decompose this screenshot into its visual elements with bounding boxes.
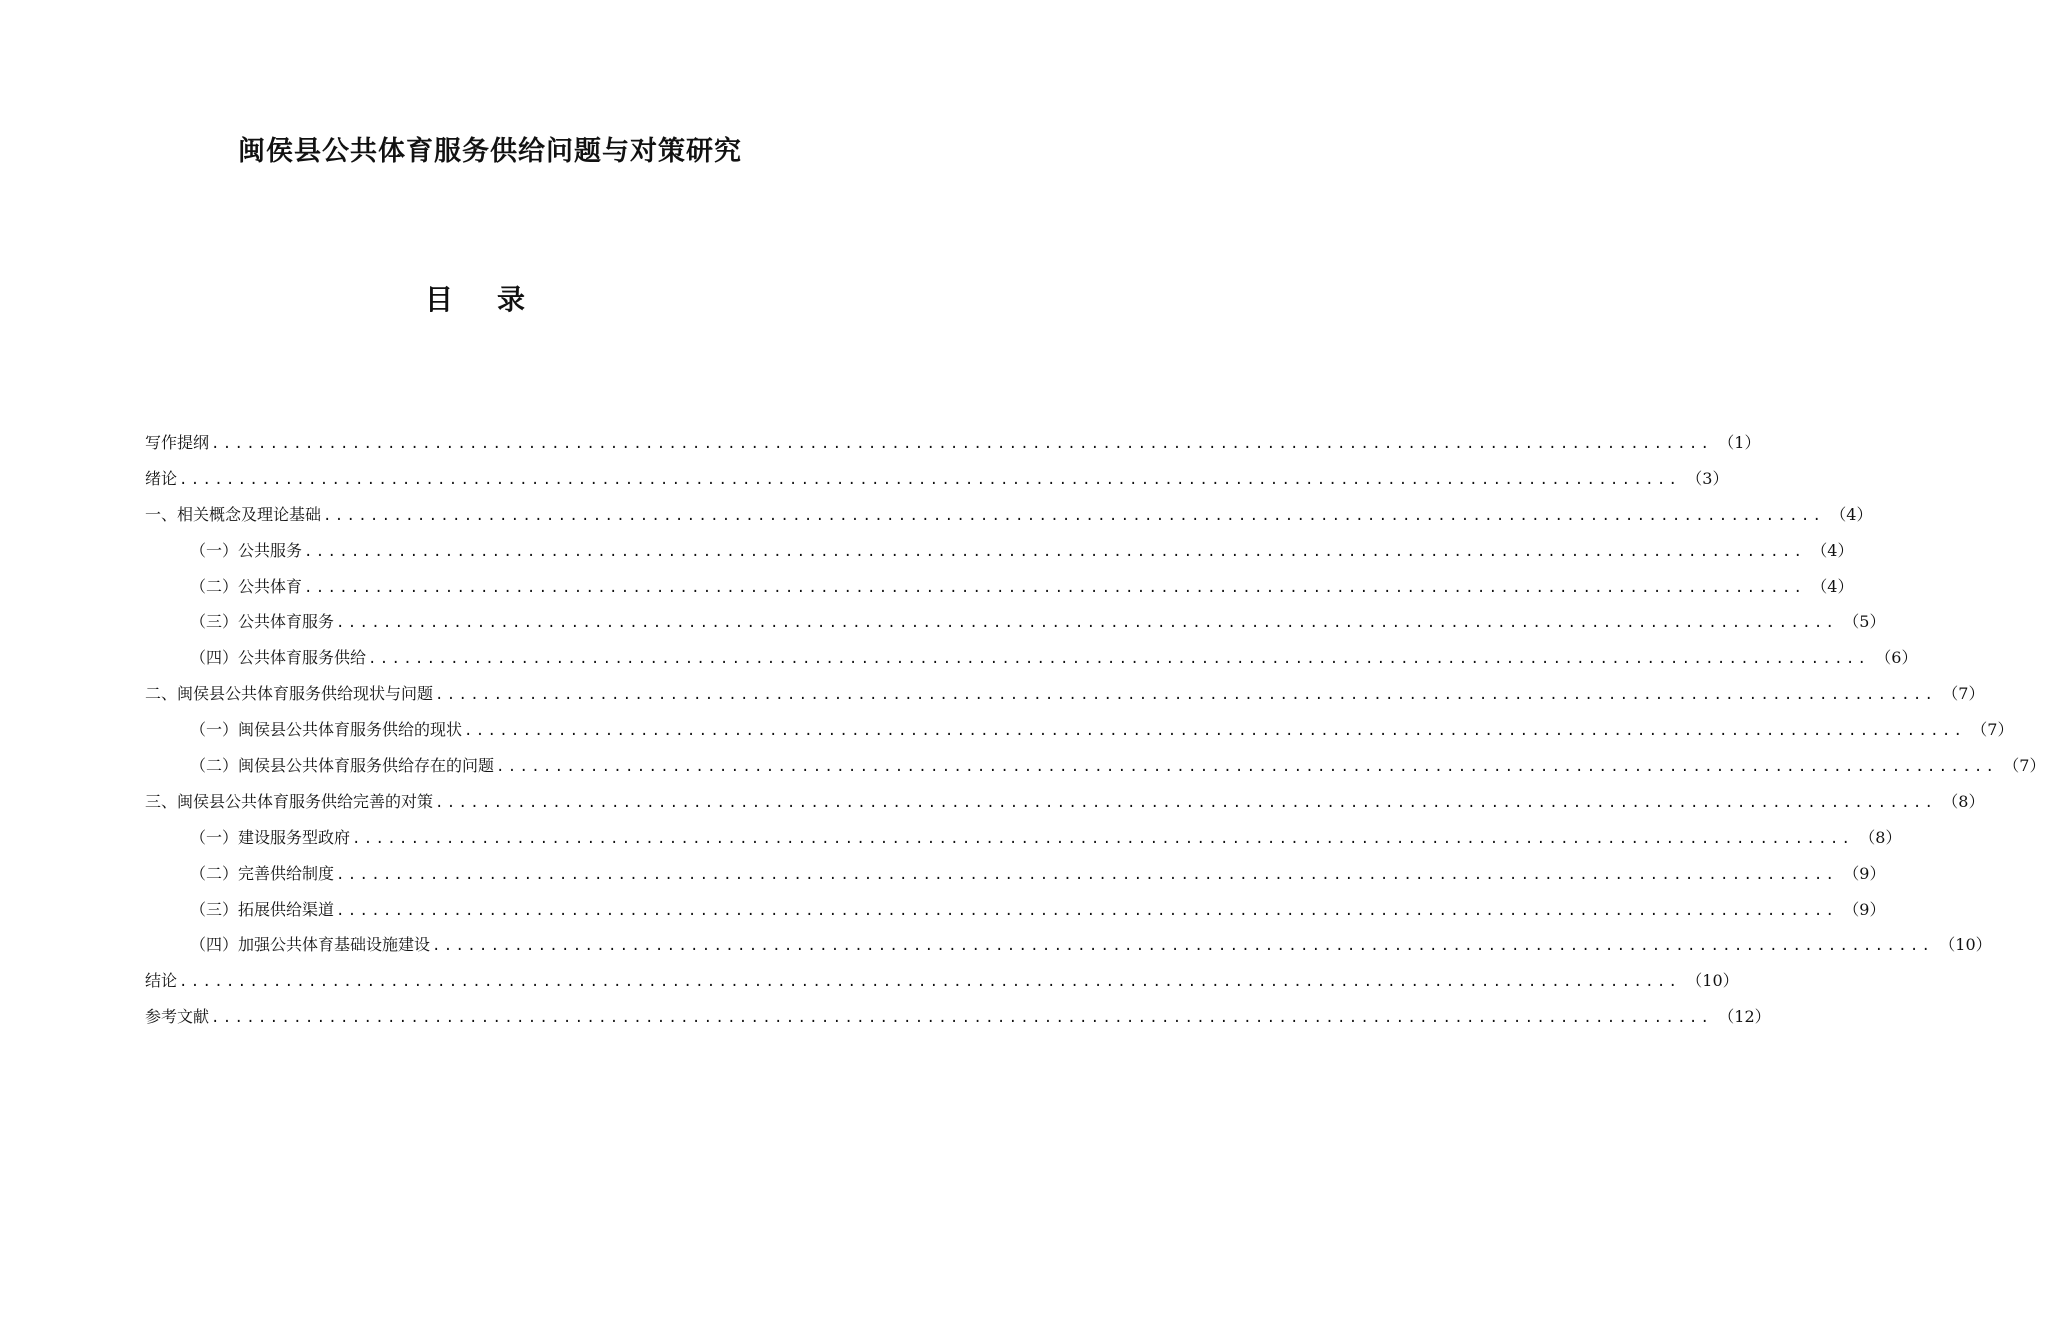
toc-page-number: （3） bbox=[1686, 468, 1729, 488]
toc-dot-leader: ................................................................................................................................ bbox=[211, 436, 1713, 452]
toc-entry-label: （二）闽侯县公共体育服务供给存在的问题 bbox=[190, 756, 495, 776]
toc-entry[interactable] bbox=[145, 574, 1854, 610]
toc-entry-label: （二）公共体育 bbox=[190, 576, 303, 596]
toc-page-number: （8） bbox=[1859, 827, 1902, 847]
toc-dot-leader: ................................................................................................................................ bbox=[336, 615, 1838, 632]
toc-dot-leader: ................................................................................................................................ bbox=[435, 794, 1937, 811]
toc-dot-leader: ................................................................................................................................ bbox=[368, 651, 1870, 668]
toc-page-number: （5） bbox=[1843, 612, 1886, 632]
toc-page-number: （1） bbox=[1718, 433, 1761, 452]
toc-dot-leader: ................................................................................................................................ bbox=[323, 507, 1825, 524]
toc-entry[interactable] bbox=[145, 645, 1918, 681]
toc-entry[interactable] bbox=[145, 789, 1985, 825]
toc-page-number: （12） bbox=[1718, 1007, 1771, 1027]
toc-entry[interactable] bbox=[145, 609, 1886, 645]
toc-page-number: （4） bbox=[1811, 576, 1854, 596]
toc-entry[interactable] bbox=[145, 538, 1854, 574]
toc-dot-leader: ................................................................................................................................ bbox=[432, 938, 1934, 955]
toc-entry[interactable] bbox=[145, 753, 2045, 789]
toc-page-number: （9） bbox=[1843, 899, 1886, 919]
toc-entry-label: 一、相关概念及理论基础 bbox=[145, 504, 322, 524]
toc-heading-left: 目 bbox=[424, 283, 453, 316]
toc-entry-label: （四）公共体育服务供给 bbox=[190, 648, 367, 668]
toc-page-number: （4） bbox=[1830, 504, 1873, 524]
toc-dot-leader: ................................................................................................................................ bbox=[336, 866, 1838, 883]
toc-dot-leader: ................................................................................................................................ bbox=[352, 830, 1854, 847]
toc-dot-leader: ................................................................................................................................ bbox=[211, 1010, 1713, 1027]
table-of-contents bbox=[145, 430, 2045, 1040]
toc-entry-label: （一）建设服务型政府 bbox=[190, 827, 351, 847]
toc-entry-label: （四）加强公共体育基础设施建设 bbox=[190, 935, 431, 955]
toc-entry-label: （三）公共体育服务 bbox=[190, 612, 335, 632]
toc-dot-leader: ................................................................................................................................ bbox=[496, 759, 1998, 776]
toc-dot-leader: ................................................................................................................................ bbox=[179, 974, 1681, 991]
toc-dot-leader: ................................................................................................................................ bbox=[304, 543, 1806, 560]
toc-dot-leader: ................................................................................................................................ bbox=[464, 723, 1966, 740]
toc-entry-label: （一）公共服务 bbox=[190, 540, 303, 560]
document-title: 闽侯县公共体育服务供给问题与对策研究 bbox=[238, 136, 742, 167]
toc-page-number: （7） bbox=[2003, 756, 2045, 776]
toc-entry-label: 二、闽侯县公共体育服务供给现状与问题 bbox=[145, 684, 434, 704]
toc-page-number: （7） bbox=[1942, 684, 1985, 704]
toc-entry[interactable] bbox=[145, 897, 1886, 933]
toc-entry-label: 参考文献 bbox=[145, 1007, 210, 1027]
toc-entry-label: 结论 bbox=[145, 971, 178, 991]
toc-entry-label: 三、闽侯县公共体育服务供给完善的对策 bbox=[145, 791, 434, 811]
toc-dot-leader: ................................................................................................................................ bbox=[179, 471, 1681, 488]
toc-entry-label: （三）拓展供给渠道 bbox=[190, 899, 335, 919]
toc-dot-leader: ................................................................................................................................ bbox=[336, 902, 1838, 919]
toc-entry[interactable] bbox=[145, 717, 2014, 753]
toc-page-number: （10） bbox=[1939, 935, 1992, 955]
toc-page-number: （7） bbox=[1971, 720, 2014, 740]
toc-page-number: （10） bbox=[1686, 971, 1739, 991]
toc-entry[interactable] bbox=[145, 861, 1886, 897]
toc-heading-right: 录 bbox=[497, 283, 526, 316]
toc-page-number: （6） bbox=[1875, 648, 1918, 668]
toc-entry[interactable] bbox=[145, 681, 1985, 717]
toc-entry[interactable] bbox=[145, 502, 1873, 538]
toc-dot-leader: ................................................................................................................................ bbox=[304, 579, 1806, 596]
toc-dot-leader: ................................................................................................................................ bbox=[435, 687, 1937, 704]
toc-entry-label: 写作提纲 bbox=[145, 433, 210, 452]
toc-entry[interactable] bbox=[145, 466, 1729, 502]
toc-page-number: （8） bbox=[1942, 791, 1985, 811]
toc-entry[interactable] bbox=[145, 1004, 1771, 1040]
toc-entry[interactable] bbox=[145, 825, 1902, 861]
toc-entry-label: （二）完善供给制度 bbox=[190, 863, 335, 883]
toc-entry[interactable] bbox=[145, 932, 1992, 968]
toc-page-number: （9） bbox=[1843, 863, 1886, 883]
toc-entry-label: （一）闽侯县公共体育服务供给的现状 bbox=[190, 720, 463, 740]
toc-page-number: （4） bbox=[1811, 540, 1854, 560]
toc-entry-label: 绪论 bbox=[145, 468, 178, 488]
toc-heading bbox=[0, 280, 950, 320]
toc-entry[interactable] bbox=[145, 968, 1739, 1004]
toc-entry[interactable] bbox=[145, 430, 1761, 466]
